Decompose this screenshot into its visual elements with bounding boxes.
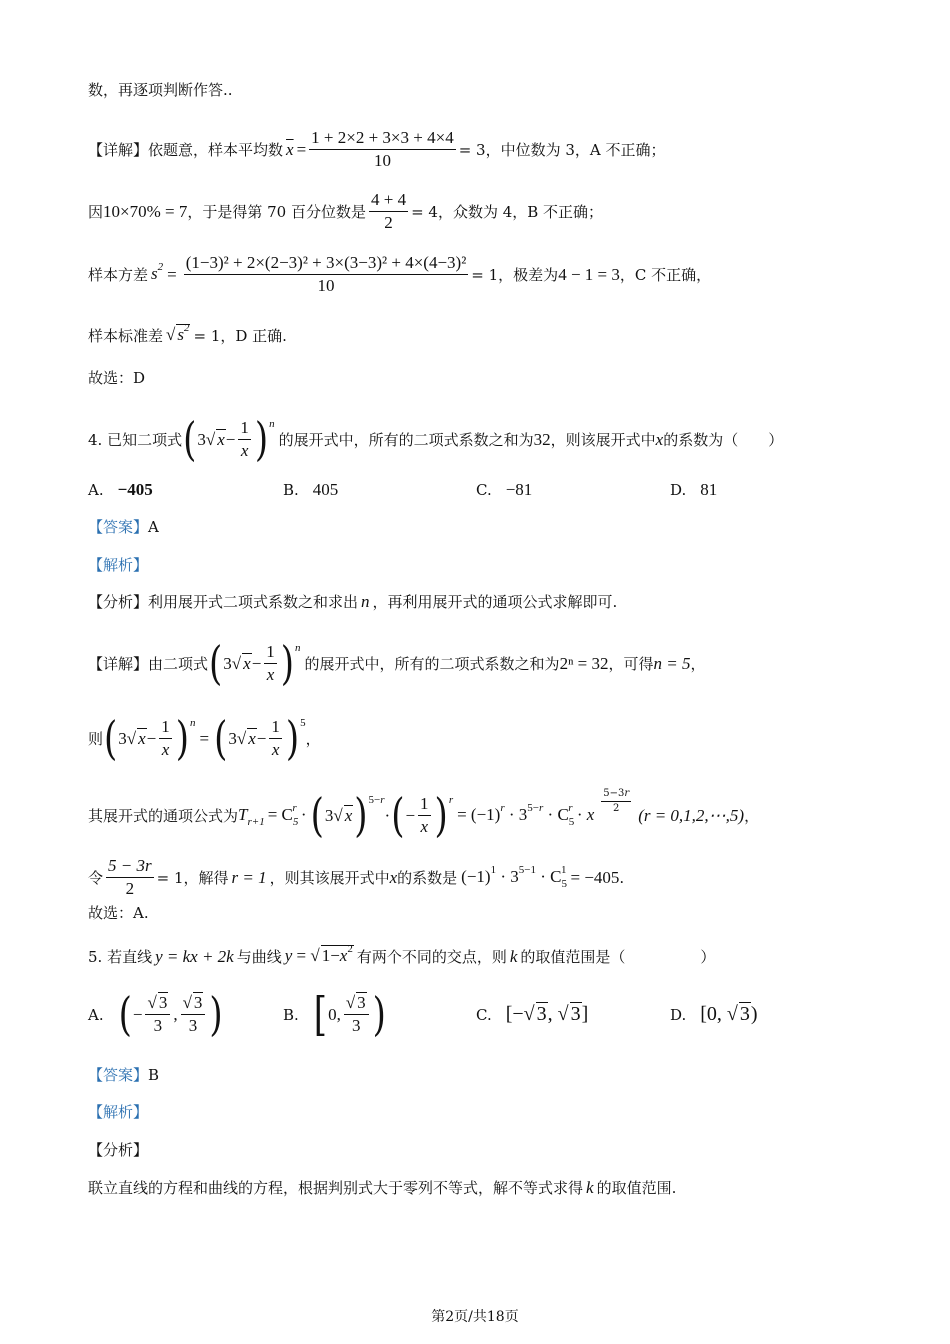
q5-answer: 【答案】 B [88,1066,160,1084]
q5-option-a: A. ( − $\frac{√ 3}{3}$ , $\frac{√ 3}{3}$ ) [88,987,223,1042]
var-tail: = 1，极差为 [471,265,559,284]
range-expr: 4 − 1 = 3 [558,264,620,284]
exponent-n: n [269,417,275,430]
equals: = [296,139,307,159]
equals: = [167,264,177,284]
q4-detail1: 【详解】 由二项式 ( 3√ x− $\frac{1}{x}$ ) n 的展开式中，所有的二项式系数之和为 2ⁿ = 32 ，可得 n = 5 ， [88,636,706,691]
p70-expr: 10×70% = 7 [103,201,188,221]
q3-variance-line [88,253,711,296]
q4-fenxi: 【分析】 利用展开式二项式系数之和求出 n ，再利用展开式的通项公式求解即可. [88,592,618,611]
intro-line [88,80,233,100]
var-tail2: ，C 不正确， [619,265,712,284]
var-intro: 样本方差 [88,265,149,284]
binomial-3sqrtx: 3√ x− [197,429,236,449]
q4-option-b: B. 405 [283,480,339,499]
x-var: x [655,429,664,449]
q5-option-d: D. [0, √ 3) [670,1003,758,1025]
q5-fenxi-tag: 【分析】 [88,1141,149,1159]
q3-sd-line [88,322,287,347]
right-paren: ) [254,412,269,467]
q3-choose-text: 故选：D [88,369,146,387]
q4-option-d: D. 81 [670,480,718,499]
answer-tag: 【答案】 [88,518,149,536]
variance-denominator: 10 [317,276,335,295]
q3-percentile-line [88,190,603,233]
s2-symbol: $s^2$ [151,260,164,283]
q4-stem-post: ，则该展开式中 [550,430,656,449]
answer-value: A [148,518,159,536]
variance-fraction [184,253,469,296]
sd-intro: 样本标准差 [88,327,164,345]
q3-mean-line [88,128,666,171]
detail-tag: 【详解】 [88,140,149,159]
q4-detail2: 则 ( 3√ x− $\frac{1}{x}$ ) n = ( 3√ x− $\frac{1}{x}$ ) 5 ， [88,711,321,766]
q4-general-term: 其展开式的通项公式为 $T_{r+1}$ = $C_5^r$ · ( 3√ x ) 5−r · ( − $\frac{1}{x}$ ) r = $(-1)^r \cdot 3^{5-r} \cdot C_5^r \cdot x$ $\frac{5-3r}{2}$ (r = 0,1,2,⋯,5) ， [88,788,760,843]
mean-numerator: 1 + 2×2 + 3×3 + 4×4 [309,128,456,150]
q4-let: 令 $\frac{5 - 3r}{2}$ = 1，解得 r = 1 ，则其该展开式中 x 的系数是 $(-1)^1 \cdot 3^{5-1} \cdot C_5^1$ = −405 . [88,856,625,898]
q5-stem: 5. 若直线 y = kx + 2k 与曲线 y = √ $1-x^2$ 有两个不同的交点，则 k 的取值范围是（ ） [88,943,716,966]
page-footer: 第2页/共18页 [431,1309,519,1325]
mean-denominator: 10 [373,151,391,170]
q4-option-a: A. −405 [88,480,153,499]
p70-numerator: 4 + 4 [369,190,408,212]
xbar-symbol: $\overline{x}$ [286,139,294,159]
left-paren: ( [183,412,197,467]
q4-stem-mid: 的展开式中，所有的二项式系数之和为 [278,430,534,449]
q5-analysis-tag: 【解析】 [88,1103,149,1121]
q5-option-b: B. [ 0, $\frac{√ 3}{3}$ ) [283,987,386,1042]
q4-stem [88,412,784,467]
q4-analysis-tag: 【解析】 [88,556,149,574]
mean-fraction [309,128,456,171]
q4-stem-pre: 4. 已知二项式 [88,430,183,449]
sd-tail: = 1，D 正确. [193,327,287,345]
mean-intro: 依题意，样本平均数 [148,140,284,159]
q4-choose: 故选：A. [88,904,149,922]
p70-text1: 因 [88,202,104,221]
p70-text2: ，于是得第 70 百分位数是 [187,202,366,221]
q5-option-c: C. [−√ 3, √ 3] [476,1003,589,1025]
one-over-x: $\frac{1}{x}$ [240,418,249,460]
q4-stem-post2: 的系数为（ ） [663,430,784,449]
q3-choose [88,368,145,388]
p70-denominator: 2 [384,213,393,232]
mean-tail: = 3，中位数为 3，A 不正确； [458,140,666,159]
q4-answer [88,517,159,537]
q4-option-c: C. −81 [476,480,533,499]
p70-fraction [369,190,408,233]
sqrt-s2: √ $s^2$ [166,322,190,344]
q5-fenxi: 联立直线的方程和曲线的方程，根据判别式大于零列不等式，解不等式求得 k 的取值范围. [88,1178,677,1197]
q4-stem-32: 32 [533,429,551,449]
p70-tail: = 4，众数为 4，B 不正确； [411,202,604,221]
intro-text: 数，再逐项判断作答.. [88,81,233,99]
variance-numerator: (1−3)² + 2×(2−3)² + 3×(3−3)² + 4×(4−3)² [184,253,469,275]
